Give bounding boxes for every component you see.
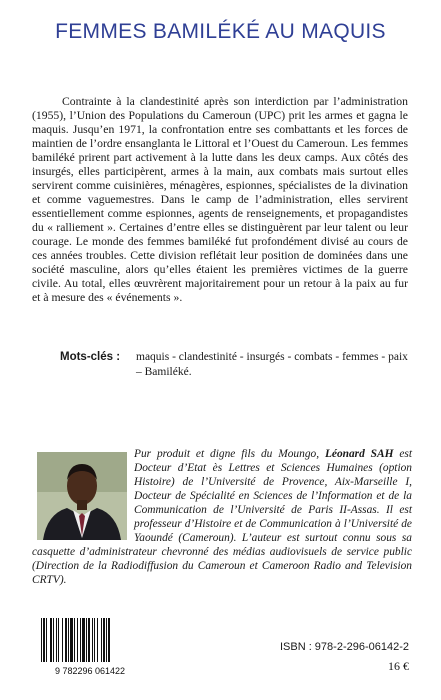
price: 16 € <box>388 659 409 673</box>
bio-text: est Docteur d’Etat ès Lettres et Sciences Humaines (option Histoire) de l’Université de Provence, Aix-Marseille I, Docteur de Spécialité en Sciences de l’Information et de la Communication de l’Université de Paris II-Assas. Il est professeur d’Histoire et de Communication à l’Université de Yaoundé (Cameroun). L’auteur est surtout connu sous sa casquette d’administrateur chevronné des médias audiovisuels de service public (Direction de la Radiodiffusion du Cameroun et Cameroon Radio and Television CRTV). <box>32 448 412 586</box>
photo-wrap-spacer <box>32 447 134 535</box>
author-name: Léonard SAH <box>324 448 394 460</box>
barcode-graphic <box>37 616 143 676</box>
author-bio <box>32 447 412 587</box>
keywords-label: Mots-clés : <box>60 351 121 363</box>
book-title: FEMMES BAMILÉKÉ AU MAQUIS <box>55 20 386 43</box>
keywords-block <box>60 350 410 380</box>
summary-text: Contrainte à la clandestinité après son interdiction par l’administration (1955), l’Union des Populations du Cameroun (UPC) prit les armes et gagna le maquis. Jusqu’en 1971, la confrontation entre ses combattants et les forces de maintien de l’ordre ensanglanta le Littoral et l’Ouest du Cameroun. Les femmes bamiléké prirent part activement à la lutte dans les deux camps. Aux côtés des insurgés, elles participèrent, armes à la main, aux combats mais surtout elles servirent comme cuisinières, ménagères, espionnes, spécialistes de la divination et comme vaguemestres. Dans le camp de l’administration, elles servirent essentiellement comme espionnes, agents de renseignements, et propagandistes du « ralliement ». Certaines d’entre elles se distinguèrent par leur talent ou leur courage. Le monde des femmes bamiléké fut profondément divisé au cours de ces années troubles. Cette division reflétait leur position de dominées dans une société masculine, alors qu’elles étaient les premières victimes de la guerre civile. Au total, elles œuvrèrent majoritairement pour un retour à la paix au fur et à mesure des « événements ». <box>32 95 408 304</box>
keywords-list: maquis - clandestinité - insurgés - combats - femmes - paix – Bamiléké. <box>136 351 408 378</box>
isbn: ISBN : 978-2-296-06142-2 <box>279 641 409 653</box>
barcode <box>37 616 143 676</box>
barcode-digits: 9 782296 061422 <box>54 666 126 676</box>
summary-paragraph <box>32 95 408 305</box>
bio-intro: Pur produit et digne fils du Moungo, <box>134 448 320 460</box>
